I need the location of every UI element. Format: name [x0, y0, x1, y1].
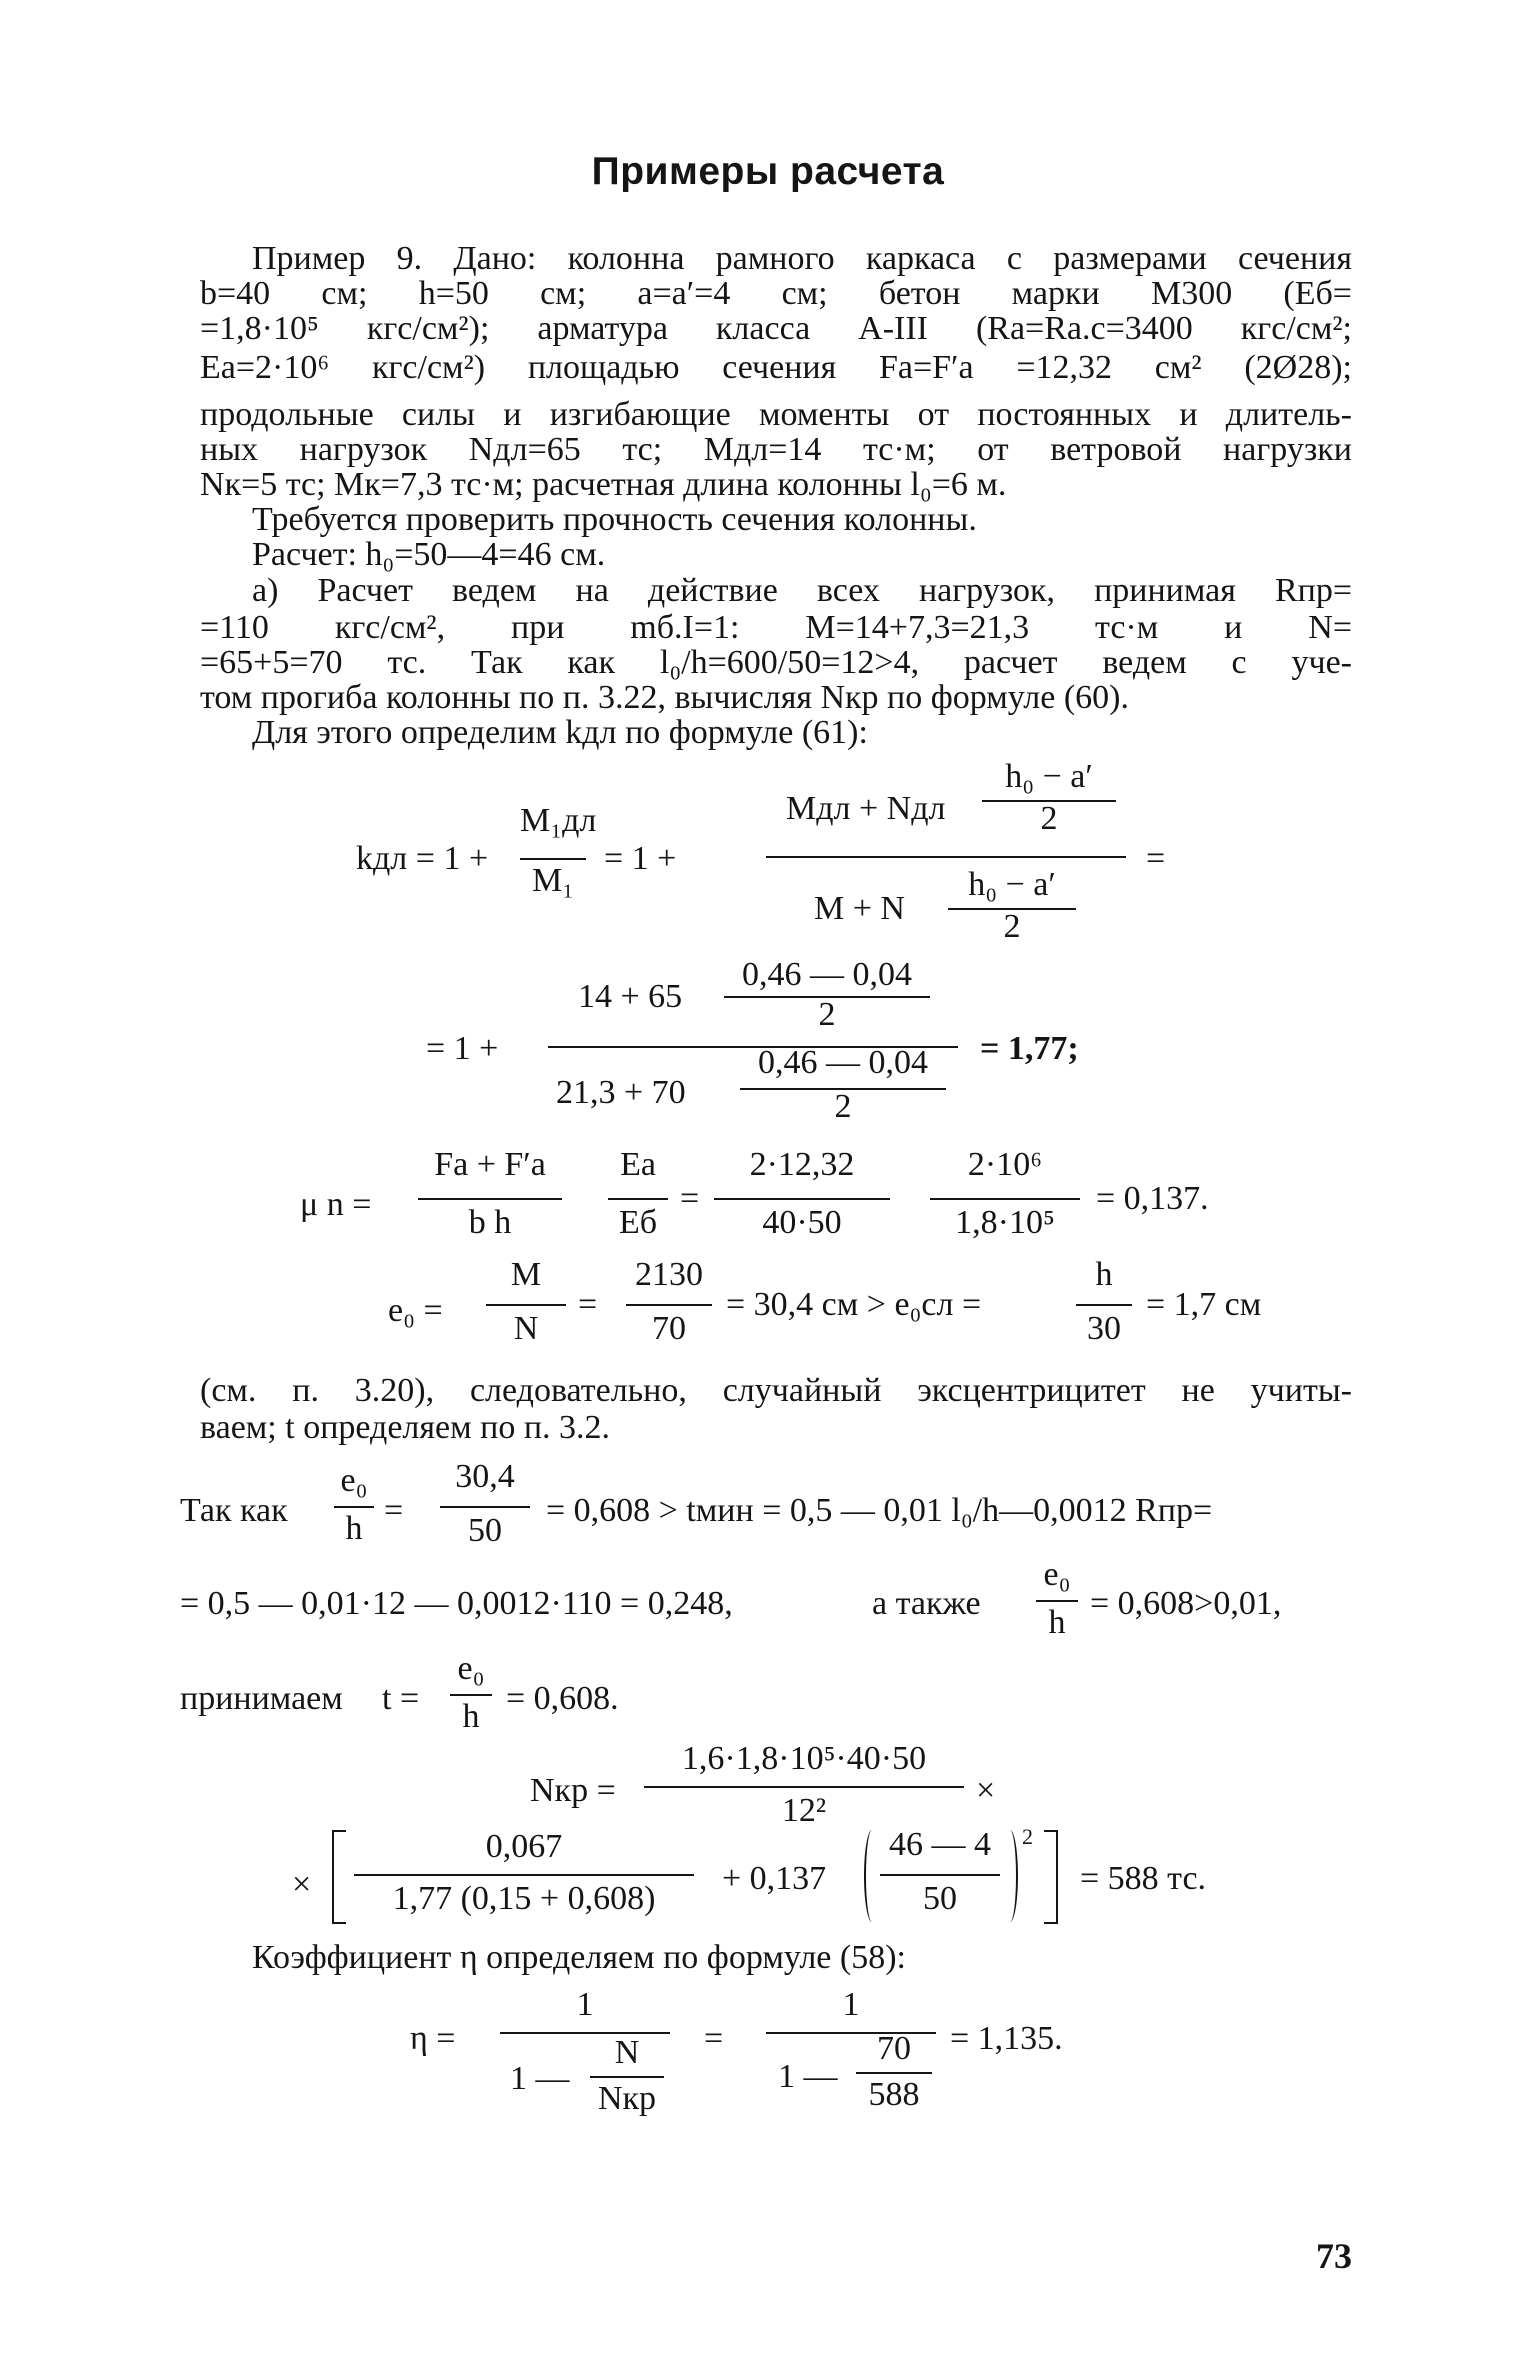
fraction-bar [644, 1786, 964, 1788]
bracket-left [332, 1830, 334, 1924]
fraction-bar [590, 2076, 664, 2078]
eq-ncr-den: 12² [781, 1792, 827, 1829]
eq-t2-f-num: e₀ [1043, 1556, 1071, 1593]
text-line: Для этого определим kдл по формуле (61): [252, 714, 868, 751]
text-line: ваем; t определяем по п. 3.2. [200, 1409, 611, 1446]
text-line: Пример 9. Дано: колонна рамного каркаса с размерами сечения [252, 240, 1352, 277]
text-line: Требуется проверить прочность сечения колонны. [252, 501, 977, 538]
eq-e0-f1-num: M [510, 1256, 542, 1293]
eq-kdl-f2-num-a: Mдл + Nдл [786, 790, 946, 827]
eq-mu-f4-num: 2·10⁶ [967, 1146, 1043, 1183]
eq-kdl-mid: = 1 + [604, 840, 677, 877]
eq-e0-f3-num: h [1095, 1256, 1113, 1293]
text-line: Расчет: h₀=50—4=46 см. [252, 536, 606, 573]
bracket-bottom [332, 1922, 346, 1924]
text-fragment: Так как [180, 1492, 288, 1529]
eq-eta-f1-num: 1 [576, 1986, 594, 2023]
eq-mu-f2-den: Eб [618, 1204, 658, 1241]
fraction-bar [450, 1694, 492, 1696]
eq-ncr2-times: × [292, 1866, 312, 1903]
eq-kdl-f2-den-subnum: h₀ − a′ [968, 866, 1056, 903]
fraction-bar [440, 1506, 530, 1508]
fraction-bar [714, 1198, 890, 1200]
eq-eta-f2-den-subden: 588 [868, 2076, 920, 2113]
eq-ncr2-sq: 2 [1022, 1824, 1033, 1849]
eq-mu-lhs: μ n = [300, 1186, 372, 1223]
eq-t2-f-den: h [1048, 1604, 1066, 1641]
eq-t-eq: = [384, 1492, 404, 1529]
eq-t3-rest: = 0,608. [506, 1680, 619, 1717]
eq-eta-f1-den-subnum: N [614, 2034, 640, 2071]
eq-kdl-end: = [1146, 840, 1166, 877]
eq-e0-f3-den: 30 [1087, 1310, 1121, 1347]
text-line: Nк=5 тс; Mк=7,3 тс·м; расчетная длина колонны l₀=6 м. [200, 466, 1007, 503]
eq-ncr2-result: = 588 тс. [1080, 1860, 1207, 1897]
eq-e0-result: = 1,7 см [1146, 1286, 1262, 1323]
eq-num-den-subnum: 0,46 — 0,04 [758, 1044, 928, 1081]
text-line: b=40 см; h=50 см; a=a′=4 см; бетон марки М300 (Eб= [200, 275, 1352, 312]
text-fragment: принимаем [180, 1680, 343, 1717]
eq-t2-text: = 0,5 — 0,01·12 — 0,0012·110 = 0,248, [180, 1585, 733, 1622]
eq-mu-f1-den: b h [468, 1204, 512, 1241]
text-line: том прогиба колонны по п. 3.22, вычисляя Nкр по формуле (60). [200, 679, 1129, 716]
eq-num-num-a: 14 + 65 [578, 978, 683, 1015]
paren-right [1002, 1830, 1018, 1922]
text-line: =1,8·10⁵ кгс/см²); арматура класса А-III (Ra=Ra.c=3400 кгс/см²; [200, 310, 1352, 347]
eq-t3-lhs: t = [382, 1680, 420, 1717]
fraction-bar [930, 1198, 1080, 1200]
eq-eta-f1-den-a: 1 — [510, 2060, 570, 2097]
eq-t-f1-den: h [345, 1510, 363, 1547]
eq-num-lhs: = 1 + [426, 1030, 499, 1067]
fraction-bar [880, 1874, 1000, 1876]
eq-e0-lhs: e₀ = [388, 1292, 443, 1329]
page-number: 73 [1316, 2236, 1352, 2276]
eq-ncr2-f1-num: 0,067 [485, 1828, 563, 1865]
text-line: =65+5=70 тс. Так как l₀/h=600/50=12>4, расчет ведем с уче- [200, 644, 1352, 681]
eq-t3-f-den: h [462, 1698, 480, 1735]
eq-e0-mid: = 30,4 см > e₀сл = [726, 1286, 982, 1323]
eq-num-den-subden: 2 [834, 1088, 852, 1125]
text-line: Ea=2·10⁶ кгс/см²) площадью сечения Fa=F′a =12,32 см² (2Ø28); [200, 349, 1352, 386]
eq-num-result: = 1,77; [980, 1030, 1079, 1067]
text-line: ных нагрузок Nдл=65 тс; Mдл=14 тс·м; от ветровой нагрузки [200, 431, 1352, 468]
fraction-bar [418, 1198, 562, 1200]
eq-t-rest: = 0,608 > tмин = 0,5 — 0,01 l₀/h—0,0012 Rпр= [546, 1492, 1213, 1529]
eq-mu-result: = 0,137. [1096, 1180, 1209, 1217]
eq-t-f2-den: 50 [468, 1512, 502, 1549]
fraction-bar [1036, 1600, 1078, 1602]
fraction-bar [608, 1198, 668, 1200]
eq-e0-f2-num: 2130 [635, 1256, 703, 1293]
eq-eta-lhs: η = [410, 2020, 456, 2057]
eq-t3-f-num: e₀ [457, 1650, 485, 1687]
eq-mu-f2-num: Ea [620, 1146, 656, 1183]
eq-mu-f3-num: 2·12,32 [749, 1146, 855, 1183]
fraction-bar [856, 2072, 932, 2074]
eq-t2-rest: = 0,608>0,01, [1090, 1585, 1282, 1622]
eq-e0-f2-den: 70 [652, 1310, 686, 1347]
eq-ncr2-f2-num: 46 — 4 [889, 1826, 991, 1863]
eq-kdl-lhs: kдл = 1 + [356, 840, 489, 877]
eq-mu-f3-den: 40·50 [762, 1204, 842, 1241]
eq-ncr2-f2-den: 50 [923, 1880, 957, 1917]
eq-eta-f2-den-a: 1 — [778, 2058, 838, 2095]
eq-eta-f2-num: 1 [842, 1986, 860, 2023]
eq-t-f1-num: e₀ [340, 1462, 368, 1499]
eq-kdl-f1-num: M₁дл [520, 802, 597, 839]
eq-ncr-num: 1,6·1,8·10⁵·40·50 [681, 1740, 927, 1777]
eq-eta-result: = 1,135. [950, 2020, 1063, 2057]
eq-kdl-f2-subnum: h₀ − a′ [1005, 758, 1093, 795]
fraction-bar [520, 858, 586, 860]
bracket-bottom [1044, 1922, 1058, 1924]
text-line: Коэффициент η определяем по формуле (58): [252, 1939, 906, 1976]
eq-ncr-lhs: Nкр = [530, 1772, 616, 1809]
eq-t-f2-num: 30,4 [455, 1458, 515, 1495]
eq-num-den-a: 21,3 + 70 [556, 1074, 686, 1111]
eq-ncr2-plus: + 0,137 [722, 1860, 827, 1897]
fraction-bar [766, 856, 1126, 858]
fraction-bar [334, 1506, 374, 1508]
page-title: Примеры расчета [591, 150, 945, 193]
fraction-bar [354, 1874, 694, 1876]
eq-kdl-f2-den-a: M + N [814, 890, 905, 927]
eq-e0-f1-den: N [513, 1310, 539, 1347]
eq-mu-eq: = [680, 1180, 700, 1217]
eq-kdl-f1-den: M₁ [531, 862, 575, 899]
eq-kdl-f2-subden: 2 [1040, 800, 1058, 837]
fraction-bar [626, 1304, 712, 1306]
eq-num-num-subden: 2 [818, 996, 836, 1033]
text-line: =110 кгс/см², при mб.I=1: M=14+7,3=21,3 тс·м и N= [200, 609, 1352, 646]
eq-eta-f2-den-subnum: 70 [877, 2030, 911, 2067]
fraction-bar [1076, 1304, 1132, 1306]
eq-ncr2-f1-den: 1,77 (0,15 + 0,608) [392, 1880, 656, 1917]
eq-eta-eq: = [704, 2020, 724, 2057]
eq-mu-f1-num: Fa + F′a [434, 1146, 546, 1183]
paren-left [864, 1830, 880, 1922]
text-line: продольные силы и изгибающие моменты от постоянных и длитель- [200, 396, 1352, 433]
eq-num-num-subnum: 0,46 — 0,04 [742, 956, 912, 993]
bracket-right [1056, 1830, 1058, 1924]
text-line: (см. п. 3.20), следовательно, случайный эксцентрицитет не учиты- [200, 1372, 1352, 1409]
fraction-bar [486, 1304, 566, 1306]
eq-ncr-times: × [976, 1772, 996, 1809]
text-line: а) Расчет ведем на действие всех нагрузок, принимая Rпр= [252, 572, 1352, 609]
bracket-top [332, 1830, 346, 1832]
eq-eta-f1-den-subden: Nкр [597, 2080, 657, 2117]
eq-e0-eq: = [578, 1286, 598, 1323]
eq-kdl-f2-den-subden: 2 [1003, 908, 1021, 945]
text-fragment: а также [872, 1585, 981, 1622]
eq-mu-f4-den: 1,8·10⁵ [955, 1204, 1055, 1241]
